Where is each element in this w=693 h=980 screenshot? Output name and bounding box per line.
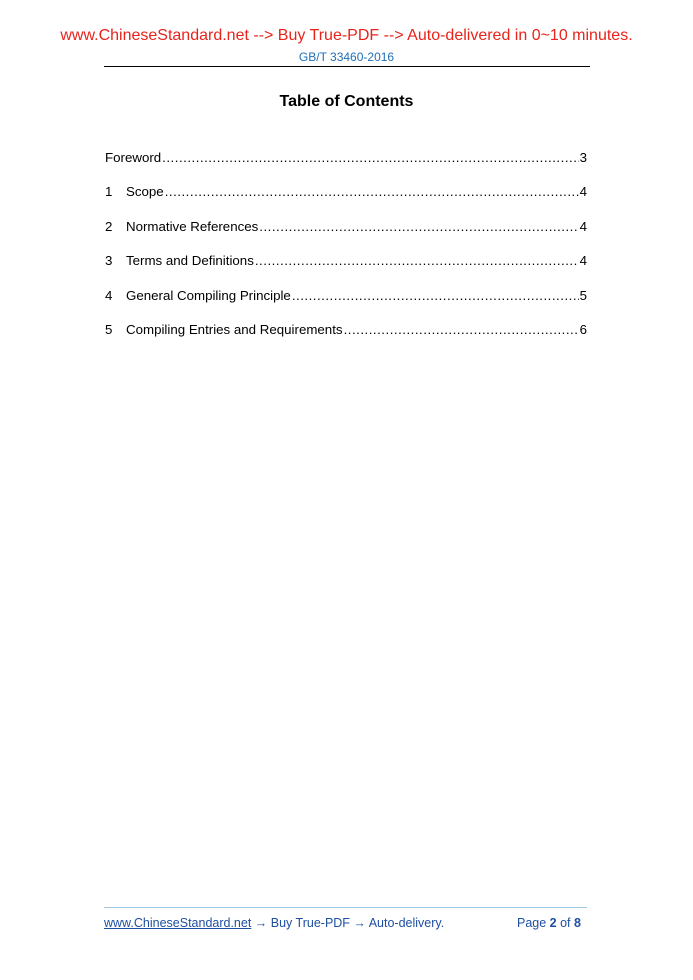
toc-entry-label: Normative References [126,218,259,234]
toc-dot-leader [259,219,578,234]
page-total: 8 [574,916,581,930]
toc-dot-leader [165,184,579,199]
toc-entry-label: Scope [126,184,164,200]
toc-dot-leader [255,253,579,268]
toc-entry-page: 3 [579,150,587,165]
toc-entry-label: Terms and Definitions [126,253,254,269]
toc-entry-number: 1 [105,184,113,200]
toc-entry-general-compiling-principle[interactable] [105,288,587,322]
toc-entry-foreword[interactable] [105,150,587,184]
toc-entry-label: General Compiling Principle [126,287,291,303]
toc-entry-page: 4 [579,184,587,200]
footer-link[interactable] [104,916,444,930]
toc-entry-number: 4 [105,287,113,303]
footer-rule [104,907,587,908]
toc-entry-page: 4 [579,218,587,234]
page-current: 2 [549,916,557,930]
toc-entry-number: 2 [105,218,113,234]
promo-banner[interactable]: www.ChineseStandard.net --> Buy True-PDF --> Auto-delivered in 0~10 minutes. [60,27,633,44]
toc-entry-label: Compiling Entries and Requirements [126,321,343,337]
page-prefix: Page [517,916,550,930]
toc-entry-page: 5 [579,287,587,303]
toc-entry-scope[interactable] [105,184,587,218]
toc-entry-normative-references[interactable] [105,219,587,253]
toc-entry-number: 3 [105,253,113,269]
footer-link-text: → Buy True-PDF → Auto-delivery. [251,916,445,930]
page-of: of [556,916,574,930]
header-rule [104,66,590,67]
page-number [517,916,581,930]
toc-entry-page: 4 [579,253,587,269]
toc-title: Table of Contents [279,93,414,110]
toc-dot-leader [292,288,579,303]
toc-dot-leader [162,150,578,165]
footer-link-url[interactable]: www.ChineseStandard.net [104,916,252,930]
toc-dot-leader [344,322,579,337]
toc-entry-label: Foreword [105,150,162,165]
toc-list [105,150,587,356]
toc-entry-compiling-entries[interactable] [105,322,587,356]
toc-entry-page: 6 [579,321,587,337]
document-code: GB/T 33460-2016 [298,50,395,64]
toc-entry-terms-and-definitions[interactable] [105,253,587,287]
toc-entry-number: 5 [105,321,113,337]
